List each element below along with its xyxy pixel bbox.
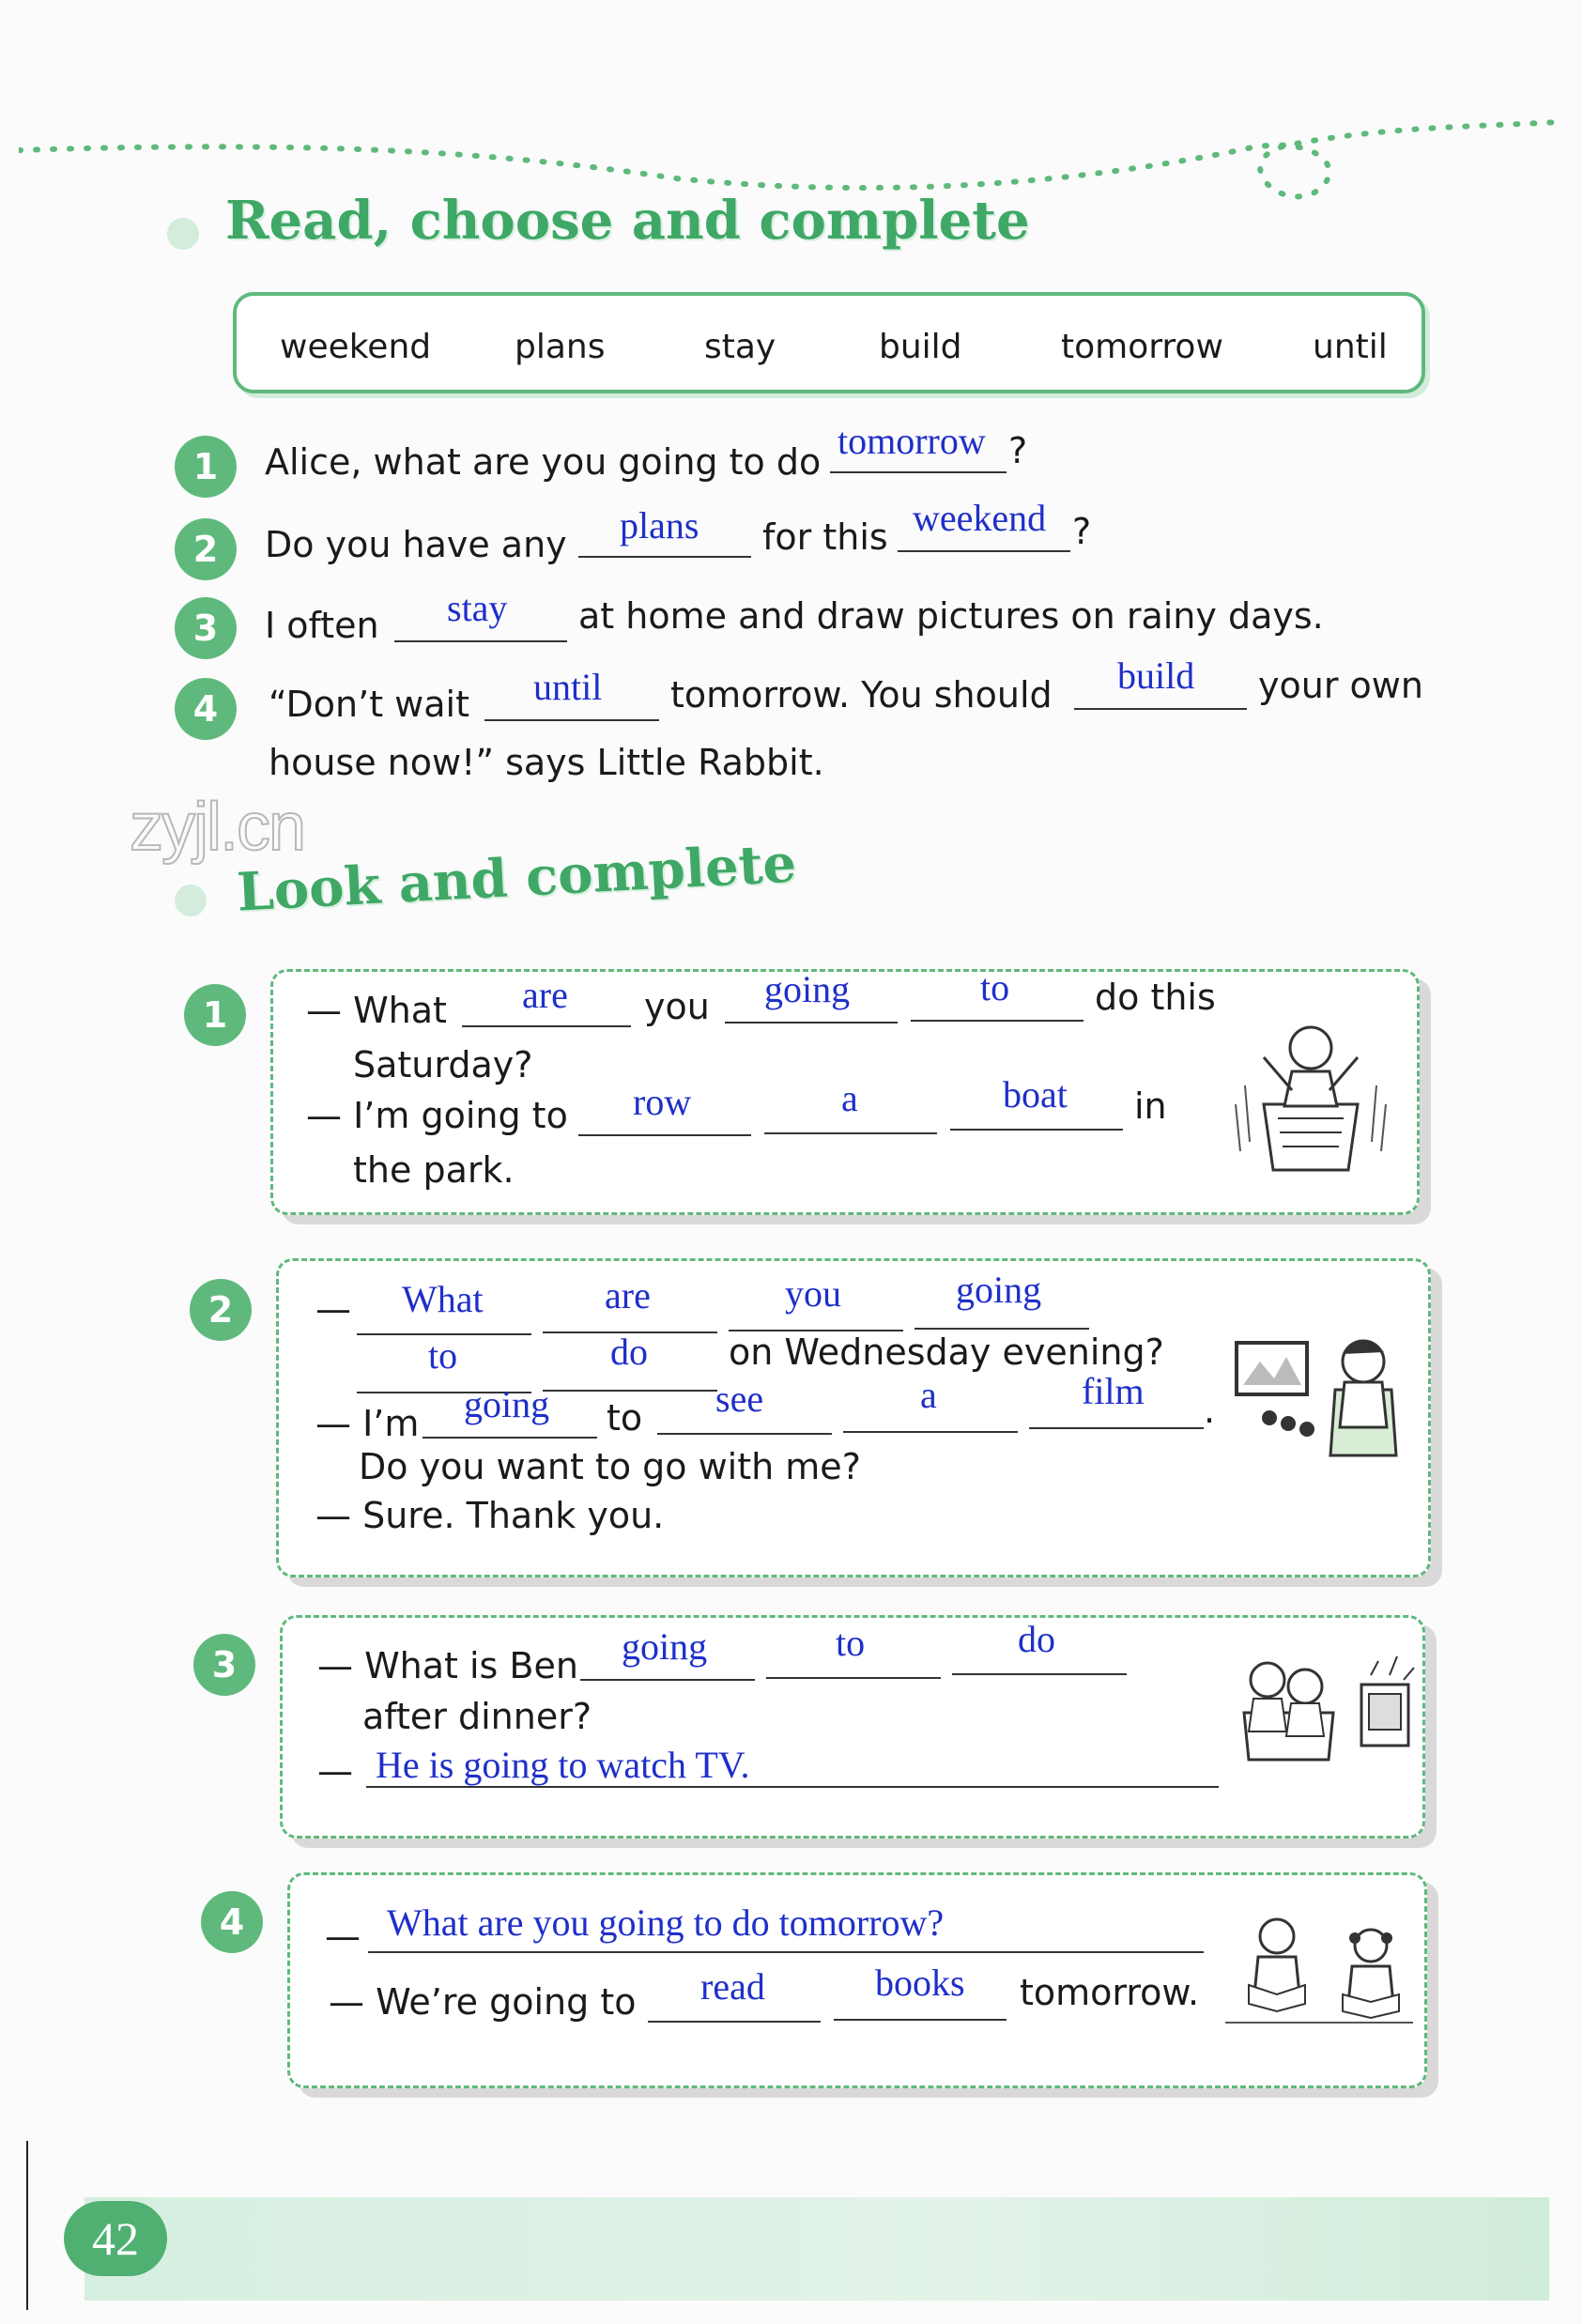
watermark-text: zyjl.cn (130, 790, 305, 865)
q1-answer-5: a (841, 1077, 858, 1119)
q2-answer-6: do (610, 1331, 648, 1373)
q1-line2: Saturday? (353, 1044, 533, 1085)
word-stay: stay (704, 328, 776, 366)
item-3-answer: stay (447, 587, 508, 629)
q4-dash: — (325, 1916, 361, 1957)
item-4-text: “Don’t wait (269, 684, 469, 725)
q3-answer-3: do (1018, 1618, 1055, 1660)
q1-line1-c: do this (1095, 977, 1216, 1018)
q4-line2-a: — We’re going to (329, 1981, 637, 2023)
q1-answer-3: to (980, 966, 1010, 1008)
q4-number: 4 (201, 1891, 263, 1953)
word-plans: plans (515, 328, 606, 366)
q1-answer-4: row (633, 1081, 692, 1123)
page-edge-line (26, 2141, 28, 2310)
item-3-end: at home and draw pictures on rainy days. (578, 595, 1324, 637)
item-2-end: ? (1072, 511, 1092, 552)
q2-line3-a: — I’m (315, 1403, 420, 1444)
section-title-read-choose: Read, choose and complete (225, 190, 1030, 252)
q2-answer-10: film (1082, 1370, 1145, 1412)
footer-band (85, 2197, 1549, 2301)
q4-line2-b: tomorrow. (1020, 1972, 1200, 2013)
leaf-icon (175, 885, 207, 916)
section-title-look-complete: Look and complete (235, 832, 798, 924)
q2-answer-7: going (464, 1383, 550, 1425)
q3-answer-2: to (836, 1622, 866, 1664)
q2-answer-9: a (920, 1374, 937, 1416)
girl-rowing-boat-illustration (1226, 1001, 1393, 1179)
item-2-answer-1: plans (620, 504, 699, 546)
boy-watching-film-illustration (1232, 1324, 1410, 1474)
q1-answer-6: boat (1003, 1073, 1068, 1116)
q2-line4: Do you want to go with me? (359, 1446, 861, 1487)
q2-line2-b: on Wednesday evening? (729, 1331, 1164, 1373)
item-3-text: I often (265, 605, 379, 646)
q1-line3-a: — I’m going to (306, 1095, 568, 1136)
q1-line1-b: you (644, 986, 710, 1027)
leaf-icon (167, 218, 199, 250)
q2-line5: — Sure. Thank you. (315, 1495, 665, 1536)
word-until: until (1313, 328, 1388, 366)
q4-answer-2: read (700, 1965, 765, 2008)
q3-answer-4: He is going to watch TV. (376, 1744, 750, 1786)
q3-line2: after dinner? (362, 1696, 592, 1737)
q3-dash: — (317, 1750, 353, 1792)
children-reading-books-illustration (1221, 1910, 1418, 2032)
item-number-2: 2 (175, 518, 237, 580)
q3-line1-a: — What is Ben (317, 1645, 578, 1686)
q1-number: 1 (184, 984, 246, 1046)
item-1-text: Alice, what are you going to do (265, 441, 822, 483)
q1-line4: the park. (353, 1149, 515, 1191)
q2-answer-3: you (785, 1272, 841, 1315)
q2-dash: — (315, 1288, 351, 1330)
word-build: build (879, 328, 962, 366)
q3-number: 3 (193, 1634, 255, 1696)
q2-answer-2: are (605, 1274, 651, 1316)
item-number-3: 3 (175, 597, 237, 659)
item-number-4: 4 (175, 678, 237, 740)
q2-answer-5: to (428, 1334, 458, 1377)
q4-answer-3: books (875, 1962, 965, 2004)
item-1-end: ? (1008, 430, 1028, 471)
word-tomorrow: tomorrow (1061, 328, 1223, 366)
item-2-mid: for this (762, 516, 888, 558)
q2-answer-4: going (956, 1269, 1042, 1311)
q1-answer-2: going (764, 968, 851, 1010)
item-4-answer-1: until (533, 666, 603, 708)
page-number: 42 (64, 2201, 167, 2276)
q2-line3-b: to (607, 1397, 643, 1439)
q2-line3-c: . (1204, 1390, 1216, 1431)
item-4-end: your own (1258, 665, 1423, 706)
q2-number: 2 (190, 1279, 252, 1341)
q2-answer-8: see (715, 1377, 764, 1420)
item-2-answer-2: weekend (913, 497, 1047, 539)
q4-answer-1: What are you going to do tomorrow? (387, 1901, 945, 1944)
q2-answer-1: What (402, 1278, 484, 1320)
item-4-line2: house now!” says Little Rabbit. (269, 742, 824, 783)
family-watching-tv-illustration (1230, 1647, 1418, 1769)
item-2-text: Do you have any (265, 524, 567, 565)
word-bank (233, 292, 1425, 393)
q1-line3-b: in (1134, 1085, 1167, 1127)
q1-answer-1: are (522, 974, 568, 1016)
item-4-mid: tomorrow. You should (670, 674, 1053, 716)
item-number-1: 1 (175, 436, 237, 498)
item-1-answer: tomorrow (838, 420, 986, 462)
q3-answer-1: going (622, 1625, 708, 1668)
word-weekend: weekend (280, 328, 432, 366)
q1-line1-a: — What (306, 990, 447, 1031)
item-4-answer-2: build (1117, 654, 1195, 697)
